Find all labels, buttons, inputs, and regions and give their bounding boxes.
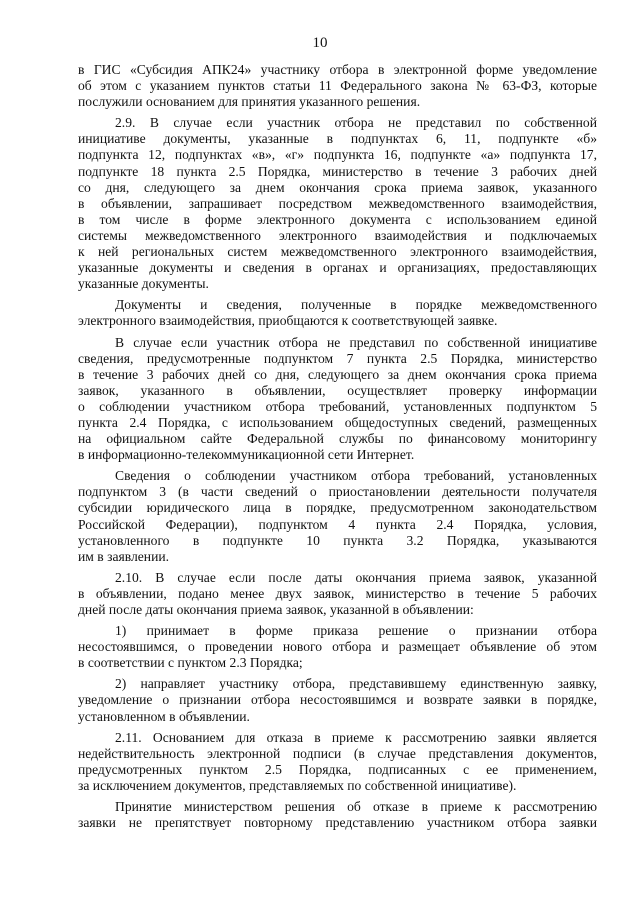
paragraph	[78, 335, 597, 464]
text-line: подпунктом 3 (в части сведений о приостановлении деятельности получателя	[78, 484, 597, 500]
paragraph	[78, 676, 597, 724]
text-line: 2.9. В случае если участник отбора не представил по собственной	[115, 115, 597, 131]
text-line: указанные документы.	[78, 276, 209, 292]
text-line: инициативе документы, указанные в подпунктах 6, 11, подпункте «б»	[78, 131, 597, 147]
text-line: дней после даты окончания приема заявок, указанной в объявлении:	[78, 602, 474, 617]
text-line: установленном в объявлении.	[78, 708, 250, 724]
text-line: уведомление о признании отбора несостоявшимся и возврате заявки в порядке,	[78, 692, 597, 708]
text-line: послужили основанием для принятия указанного решения.	[78, 94, 421, 110]
paragraph	[78, 570, 597, 618]
text-line: системы межведомственного электронного взаимодействия и подключаемых	[78, 227, 597, 243]
page-number: 10	[312, 35, 328, 51]
paragraph	[78, 468, 597, 565]
paragraph	[78, 115, 597, 292]
text-line: субсидии юридического лица в порядке, предусмотренном законодательством	[78, 500, 597, 516]
text-line: Российской Федерации), подпунктом 4 пункта 2.4 Порядка, условия,	[78, 516, 597, 532]
text-line: указанные документы и сведения в органах и организациях, предоставляющих	[78, 260, 597, 276]
text-line: заявок, указанного в объявлении, осуществляет проверку информации	[78, 382, 597, 398]
text-line: 2.10. В случае если после даты окончания приема заявок, указанной	[115, 569, 597, 585]
text-line: Принятие министерством решения об отказе в приеме к рассмотрению	[115, 799, 597, 815]
text-line: установленного в подпункте 10 пункта 3.2 Порядка, указываются	[78, 532, 597, 548]
text-line: в соответствии с пунктом 2.3 Порядка;	[78, 655, 303, 671]
text-line: о соблюдении участником отбора требований, установленных подпунктом 5	[78, 398, 597, 414]
text-line: заявки не препятствует повторному представлению участником отбора заявки	[78, 815, 597, 831]
paragraph	[78, 730, 597, 794]
text-line: недействительность электронной подписи (в случае представления документов,	[78, 745, 597, 761]
text-line: на официальном сайте Федеральной службы по финансовому мониторингу	[78, 431, 597, 447]
paragraph	[78, 799, 597, 831]
text-line: 2.11. Основанием для отказа в приеме к рассмотрению заявки является	[115, 729, 597, 745]
text-line: к ней региональных систем межведомственного электронного взаимодействия,	[78, 244, 597, 260]
text-line: в том числе в форме электронного документа с использованием единой	[78, 211, 597, 227]
text-line: в ГИС «Субсидия АПК24» участнику отбора в электронной форме уведомление	[78, 62, 597, 77]
text-line: Сведения о соблюдении участником отбора требований, установленных	[115, 468, 597, 484]
paragraph	[78, 62, 597, 110]
text-line: сведения, предусмотренные подпунктом 7 пункта 2.5 Порядка, министерство	[78, 350, 597, 366]
text-line: им в заявлении.	[78, 548, 170, 564]
text-line: в течение 3 рабочих дней со дня, следующего за днем окончания срока приема	[78, 366, 597, 382]
paragraph	[78, 623, 597, 671]
text-line: 2) направляет участнику отбора, представившему единственную заявку,	[115, 676, 597, 692]
text-line: в информационно-телекоммуникационной сети Интернет.	[78, 447, 415, 463]
text-line: со дня, следующего за днем окончания срока приема заявок, указанного	[78, 179, 597, 195]
text-line: подпункта 12, подпунктах «в», «г» подпункта 16, подпункте «а» подпункта 17,	[78, 147, 597, 163]
text-line: электронного взаимодействия, приобщаются к соответствующей заявке.	[78, 313, 498, 329]
text-line: пункта 2.4 Порядка, с использованием общедоступных сведений, размещенных	[78, 414, 597, 430]
text-line: в объявлении, запрашивает посредством межведомственного взаимодействия,	[78, 195, 597, 211]
text-line: Документы и сведения, полученные в порядке межведомственного	[115, 297, 597, 313]
paragraph	[78, 297, 597, 329]
document-body	[78, 62, 597, 831]
text-line: подпункте 18 пункта 2.5 Порядка, министерство в течение 3 рабочих дней	[78, 163, 597, 179]
text-line: об этом с указанием пунктов статьи 11 Федерального закона № 63-ФЗ, которые	[78, 78, 597, 94]
text-line: в объявлении, подано менее двух заявок, министерство в течение 5 рабочих	[78, 585, 597, 601]
text-line: за исключением документов, представляемых по собственной инициативе).	[78, 777, 517, 793]
text-line: В случае если участник отбора не представил по собственной инициативе	[115, 334, 597, 350]
text-line: несостоявшимся, о проведении нового отбора и размещает объявление об этом	[78, 639, 597, 655]
text-line: предусмотренных пунктом 2.5 Порядка, подписанных с ее применением,	[78, 761, 597, 777]
text-line: 1) принимает в форме приказа решение о признании отбора	[115, 623, 597, 639]
